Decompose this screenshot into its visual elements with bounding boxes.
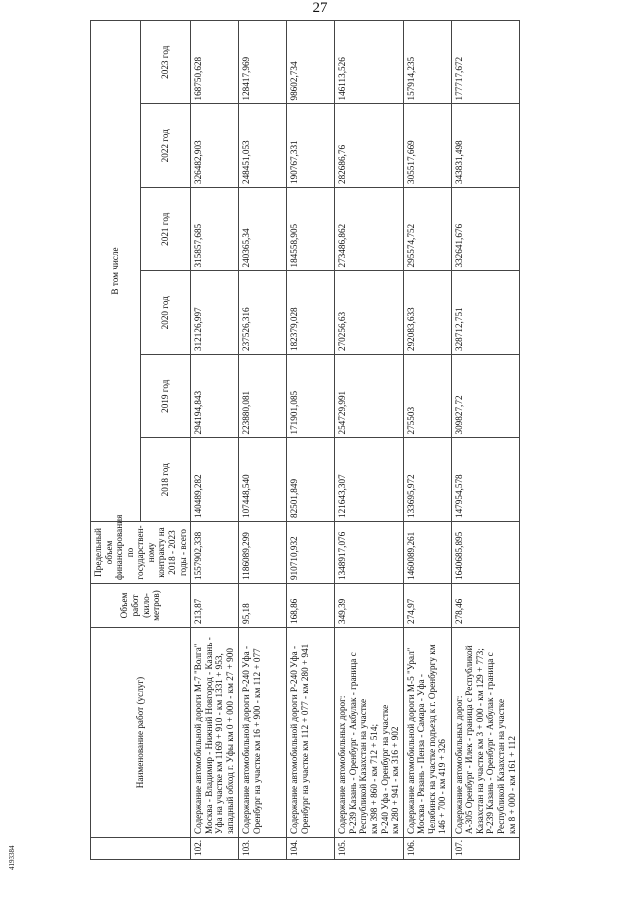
work-length: 95,18 [239, 584, 287, 628]
financing-limit: 1186089,299 [239, 522, 287, 584]
year-value: 168750,628 [191, 21, 239, 105]
work-name: Содержание автомобильной дороги Р-240 Уфа - Оренбург на участке км 16 + 900 - км 112 + 077 [239, 628, 287, 838]
year-value: 305517,669 [403, 104, 451, 188]
work-length: 274,97 [403, 584, 451, 628]
header-name: Наименование работ (услуг) [91, 628, 191, 838]
year-value: 147954,578 [451, 438, 519, 522]
header-year: 2018 год [141, 438, 191, 522]
financing-limit: 910710,932 [287, 522, 335, 584]
table-row [287, 21, 335, 860]
row-number: 103. [239, 838, 287, 860]
year-value: 294194,843 [191, 355, 239, 439]
year-value: 177717,672 [451, 21, 519, 105]
work-name: Содержание автомобильной дороги Р-240 Уфа - Оренбург на участке км 112 + 077 - км 280 + 941 [287, 628, 335, 838]
table-row [239, 21, 287, 860]
year-value: 270256,63 [335, 271, 403, 355]
header-number [91, 838, 191, 860]
financing-limit: 1348917,076 [335, 522, 403, 584]
financing-table [90, 20, 520, 860]
work-length: 168,86 [287, 584, 335, 628]
header-year: 2019 год [141, 355, 191, 439]
work-name: Содержание автомобильных дорог: Р-239 Казань - Оренбург - Акбулак - граница с Республикой Казахстан на участке км 398 + 860 - км 712 + 514; Р-240 Уфа - Оренбург на участке км 280 + 941 - км 316 + 902 [335, 628, 403, 838]
year-value: 326482,903 [191, 104, 239, 188]
header-year: 2021 год [141, 188, 191, 272]
row-number: 104. [287, 838, 335, 860]
header-year: 2022 год [141, 104, 191, 188]
rotated-table-container [90, 20, 550, 860]
row-number: 107. [451, 838, 519, 860]
year-value: 240365,34 [239, 188, 287, 272]
year-value: 171901,085 [287, 355, 335, 439]
year-value: 332641,676 [451, 188, 519, 272]
table-row [451, 21, 519, 860]
header-including: В том числе [91, 21, 141, 522]
year-value: 146113,526 [335, 21, 403, 105]
work-name: Содержание автомобильной дороги М-5 "Урал" Москва - Рязань - Пенза - Самара - Уфа - Челябинск на участке подъезд к г. Оренбургу км 146 + 700 - км 419 + 326 [403, 628, 451, 838]
year-value: 275503 [403, 355, 451, 439]
table-row [335, 21, 403, 860]
financing-limit: 1640685,895 [451, 522, 519, 584]
document-code: 4193384 [8, 845, 16, 870]
year-value: 328712,751 [451, 271, 519, 355]
header-year: 2023 год [141, 21, 191, 105]
header-length: Объем работ (кило-метров) [91, 584, 191, 628]
year-value: 121643,307 [335, 438, 403, 522]
financing-limit: 1557902,338 [191, 522, 239, 584]
table-row [191, 21, 239, 860]
work-length: 349,39 [335, 584, 403, 628]
page-number: 27 [312, 0, 328, 16]
year-value: 184558,905 [287, 188, 335, 272]
year-value: 157914,235 [403, 21, 451, 105]
year-value: 248451,053 [239, 104, 287, 188]
year-value: 292083,633 [403, 271, 451, 355]
year-value: 237526,316 [239, 271, 287, 355]
financing-limit: 1460089,261 [403, 522, 451, 584]
year-value: 295574,752 [403, 188, 451, 272]
row-number: 106. [403, 838, 451, 860]
table-body [191, 21, 520, 860]
year-value: 182379,028 [287, 271, 335, 355]
year-value: 107448,540 [239, 438, 287, 522]
work-name: Содержание автомобильных дорог: А-305 Оренбург - Илек - граница с Республикой Казахстан на участке км 3 + 000 - км 129 + 773; Р-239 Казань - Оренбург - Акбулак - граница с Республикой Казахстан на участке км 8 + 000 - км 161 + 112 [451, 628, 519, 838]
year-value: 309827,72 [451, 355, 519, 439]
table-row [403, 21, 451, 860]
row-number: 102. [191, 838, 239, 860]
year-value: 128417,969 [239, 21, 287, 105]
year-value: 254729,991 [335, 355, 403, 439]
work-length: 213,87 [191, 584, 239, 628]
year-value: 223880,081 [239, 355, 287, 439]
year-value: 140489,282 [191, 438, 239, 522]
row-number: 105. [335, 838, 403, 860]
year-value: 315857,685 [191, 188, 239, 272]
year-value: 82501,849 [287, 438, 335, 522]
year-value: 190767,331 [287, 104, 335, 188]
year-value: 133695,972 [403, 438, 451, 522]
year-value: 343831,498 [451, 104, 519, 188]
year-value: 273486,862 [335, 188, 403, 272]
year-value: 282686,76 [335, 104, 403, 188]
year-value: 98602,734 [287, 21, 335, 105]
work-length: 278,46 [451, 584, 519, 628]
header-year: 2020 год [141, 271, 191, 355]
header-limit: Предельный объем финансирования по государствен-ному контракту на 2018 - 2023 годы - всего [91, 522, 191, 584]
year-value: 312126,997 [191, 271, 239, 355]
work-name: Содержание автомобильной дороги М-7 "Волга" Москва - Владимир - Нижний Новгород - Казань - Уфа на участке км 1169 + 910 - км 1331 + 953, западный обход г. Уфы км 0 + 000 - км 27 + 900 [191, 628, 239, 838]
